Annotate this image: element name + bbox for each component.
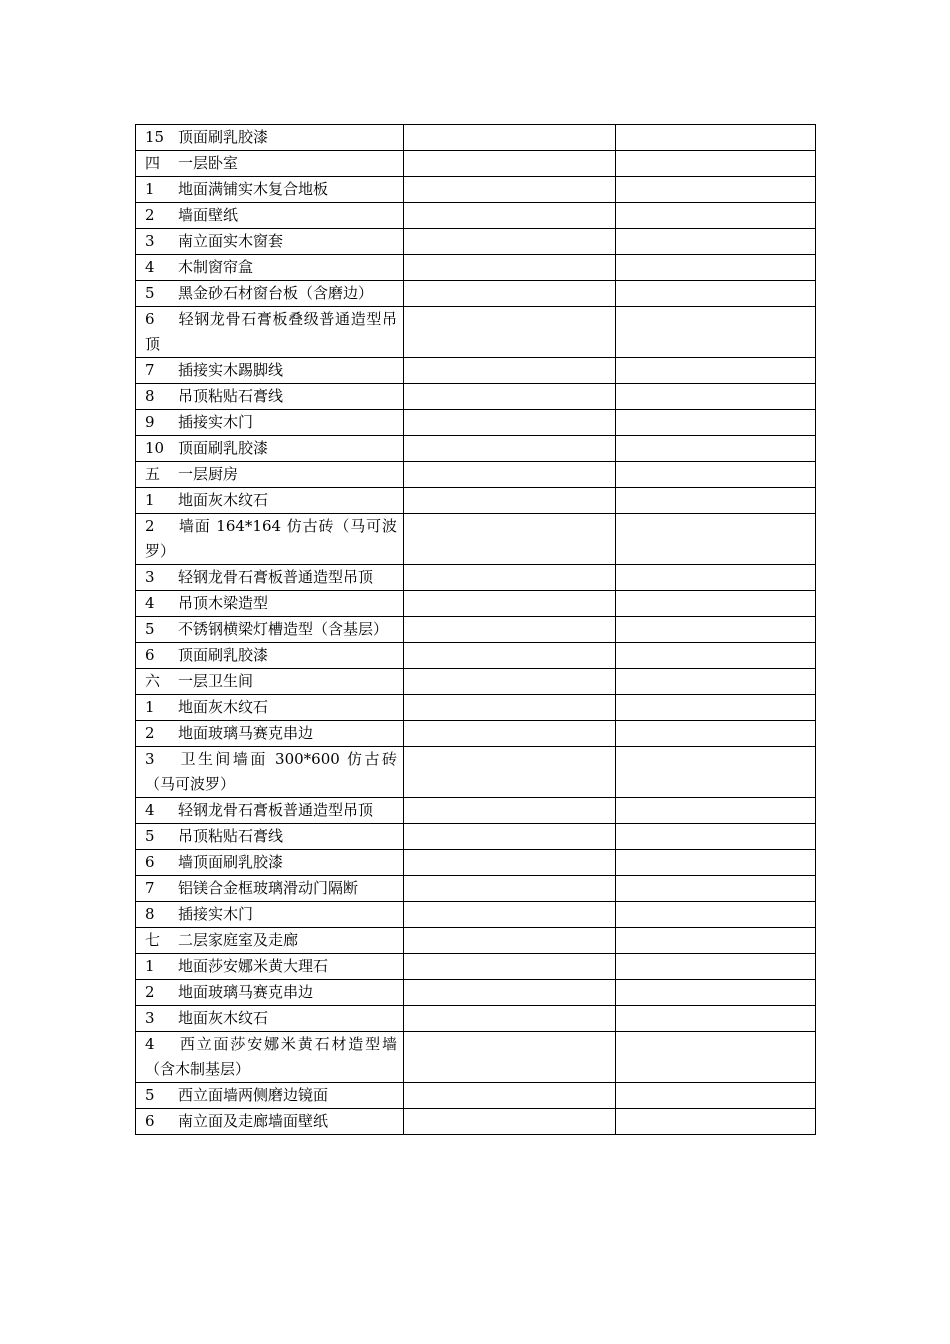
empty-cell-col3 [616, 436, 816, 462]
table-row [136, 125, 816, 151]
empty-cell-col3 [616, 125, 816, 151]
item-description: 吊顶粘贴石膏线 [178, 387, 284, 405]
table-row [136, 358, 816, 384]
item-cell [136, 617, 404, 643]
item-cell [136, 798, 404, 824]
item-description: 西立面莎安娜米黄石材造型墙（含木制基层） [145, 1035, 397, 1078]
table-row [136, 1032, 816, 1083]
item-description: 地面莎安娜米黄大理石 [178, 957, 329, 975]
empty-cell-col3 [616, 643, 816, 669]
item-number: 4 [145, 258, 155, 276]
empty-cell-col3 [616, 617, 816, 643]
item-description: 木制窗帘盒 [178, 258, 254, 276]
item-description: 不锈钢横梁灯槽造型（含基层） [178, 620, 389, 638]
empty-cell-col2 [404, 410, 616, 436]
empty-cell-col2 [404, 591, 616, 617]
item-description: 一层卫生间 [178, 672, 254, 690]
empty-cell-col2 [404, 203, 616, 229]
table-row [136, 410, 816, 436]
item-description: 地面玻璃马赛克串边 [178, 724, 314, 742]
empty-cell-col3 [616, 410, 816, 436]
item-number: 2 [145, 517, 155, 535]
item-description: 黑金砂石材窗台板（含磨边） [178, 284, 374, 302]
item-description: 二层家庭室及走廊 [178, 931, 299, 949]
item-cell [136, 980, 404, 1006]
empty-cell-col2 [404, 358, 616, 384]
empty-cell-col3 [616, 954, 816, 980]
empty-cell-col3 [616, 1006, 816, 1032]
item-number: 3 [145, 1009, 155, 1027]
empty-cell-col2 [404, 954, 616, 980]
empty-cell-col3 [616, 591, 816, 617]
item-number: 15 [145, 128, 165, 146]
item-description: 铝镁合金框玻璃滑动门隔断 [178, 879, 359, 897]
item-number: 五 [145, 465, 161, 483]
empty-cell-col2 [404, 798, 616, 824]
table-row [136, 824, 816, 850]
empty-cell-col3 [616, 514, 816, 565]
item-number: 7 [145, 879, 155, 897]
item-description: 顶面刷乳胶漆 [178, 646, 269, 664]
item-number: 9 [145, 413, 155, 431]
empty-cell-col2 [404, 669, 616, 695]
item-number: 四 [145, 154, 161, 172]
item-number: 4 [145, 801, 155, 819]
empty-cell-col3 [616, 798, 816, 824]
table-row [136, 1006, 816, 1032]
empty-cell-col3 [616, 307, 816, 358]
table-row [136, 229, 816, 255]
empty-cell-col2 [404, 255, 616, 281]
empty-cell-col2 [404, 1083, 616, 1109]
empty-cell-col3 [616, 850, 816, 876]
item-number: 六 [145, 672, 161, 690]
empty-cell-col2 [404, 307, 616, 358]
empty-cell-col2 [404, 488, 616, 514]
empty-cell-col2 [404, 747, 616, 798]
empty-cell-col2 [404, 125, 616, 151]
item-number: 4 [145, 1035, 155, 1053]
table-row [136, 203, 816, 229]
empty-cell-col2 [404, 281, 616, 307]
item-cell [136, 591, 404, 617]
table-row [136, 514, 816, 565]
table-row [136, 695, 816, 721]
quantity-table [135, 124, 816, 1135]
item-description: 一层厨房 [178, 465, 239, 483]
empty-cell-col3 [616, 177, 816, 203]
item-number: 5 [145, 284, 155, 302]
item-number: 5 [145, 620, 155, 638]
empty-cell-col3 [616, 462, 816, 488]
item-description: 轻钢龙骨石膏板普通造型吊顶 [178, 568, 374, 586]
empty-cell-col2 [404, 643, 616, 669]
item-cell [136, 928, 404, 954]
item-cell [136, 824, 404, 850]
item-number: 1 [145, 698, 155, 716]
item-description: 插接实木踢脚线 [178, 361, 284, 379]
item-cell [136, 436, 404, 462]
item-cell [136, 1006, 404, 1032]
empty-cell-col3 [616, 824, 816, 850]
table-row [136, 436, 816, 462]
item-number: 8 [145, 905, 155, 923]
table-row [136, 747, 816, 798]
item-cell [136, 643, 404, 669]
item-description: 墙顶面刷乳胶漆 [178, 853, 284, 871]
item-description: 南立面及走廊墙面壁纸 [178, 1112, 329, 1130]
empty-cell-col3 [616, 980, 816, 1006]
empty-cell-col2 [404, 902, 616, 928]
empty-cell-col3 [616, 358, 816, 384]
item-description: 吊顶木梁造型 [178, 594, 269, 612]
empty-cell-col3 [616, 229, 816, 255]
item-cell [136, 669, 404, 695]
item-cell [136, 1109, 404, 1135]
item-number: 七 [145, 931, 161, 949]
table-body [136, 125, 816, 1135]
empty-cell-col2 [404, 617, 616, 643]
item-description: 西立面墙两侧磨边镜面 [178, 1086, 329, 1104]
item-number: 6 [145, 853, 155, 871]
item-cell [136, 307, 404, 358]
item-number: 6 [145, 1112, 155, 1130]
item-description: 顶面刷乳胶漆 [178, 439, 269, 457]
empty-cell-col2 [404, 1109, 616, 1135]
item-number: 4 [145, 594, 155, 612]
table-row [136, 255, 816, 281]
item-cell [136, 151, 404, 177]
item-number: 2 [145, 206, 155, 224]
item-cell [136, 177, 404, 203]
empty-cell-col2 [404, 824, 616, 850]
item-cell [136, 514, 404, 565]
empty-cell-col2 [404, 565, 616, 591]
item-cell [136, 410, 404, 436]
item-description: 地面灰木纹石 [178, 491, 269, 509]
item-description: 插接实木门 [178, 413, 254, 431]
item-description: 一层卧室 [178, 154, 239, 172]
item-description: 墙面壁纸 [178, 206, 239, 224]
item-cell [136, 721, 404, 747]
item-cell [136, 954, 404, 980]
item-cell [136, 876, 404, 902]
item-number: 6 [145, 646, 155, 664]
empty-cell-col3 [616, 721, 816, 747]
table-row [136, 281, 816, 307]
table-row [136, 669, 816, 695]
item-cell [136, 695, 404, 721]
table-row [136, 307, 816, 358]
empty-cell-col3 [616, 488, 816, 514]
table-row [136, 1109, 816, 1135]
empty-cell-col2 [404, 721, 616, 747]
empty-cell-col3 [616, 1083, 816, 1109]
item-cell [136, 488, 404, 514]
empty-cell-col3 [616, 1109, 816, 1135]
item-description: 轻钢龙骨石膏板叠级普通造型吊顶 [145, 310, 397, 353]
item-number: 5 [145, 827, 155, 845]
item-description: 地面玻璃马赛克串边 [178, 983, 314, 1001]
table-row [136, 565, 816, 591]
item-number: 2 [145, 983, 155, 1001]
empty-cell-col2 [404, 695, 616, 721]
item-cell [136, 850, 404, 876]
table-row [136, 954, 816, 980]
item-cell [136, 1032, 404, 1083]
item-description: 吊顶粘贴石膏线 [178, 827, 284, 845]
item-cell [136, 203, 404, 229]
item-cell [136, 565, 404, 591]
empty-cell-col2 [404, 876, 616, 902]
item-description: 地面满铺实木复合地板 [178, 180, 329, 198]
item-cell [136, 747, 404, 798]
item-number: 8 [145, 387, 155, 405]
empty-cell-col2 [404, 928, 616, 954]
empty-cell-col2 [404, 1006, 616, 1032]
empty-cell-col3 [616, 669, 816, 695]
quantity-table-page [135, 124, 815, 1135]
table-row [136, 384, 816, 410]
table-row [136, 1083, 816, 1109]
item-cell [136, 902, 404, 928]
empty-cell-col2 [404, 850, 616, 876]
item-description: 轻钢龙骨石膏板普通造型吊顶 [178, 801, 374, 819]
empty-cell-col2 [404, 177, 616, 203]
empty-cell-col3 [616, 281, 816, 307]
item-number: 2 [145, 724, 155, 742]
empty-cell-col3 [616, 384, 816, 410]
table-row [136, 798, 816, 824]
empty-cell-col3 [616, 902, 816, 928]
item-cell [136, 229, 404, 255]
table-row [136, 151, 816, 177]
item-number: 7 [145, 361, 155, 379]
table-row [136, 721, 816, 747]
empty-cell-col2 [404, 436, 616, 462]
empty-cell-col2 [404, 384, 616, 410]
empty-cell-col3 [616, 565, 816, 591]
item-description: 顶面刷乳胶漆 [178, 128, 269, 146]
item-cell [136, 462, 404, 488]
empty-cell-col3 [616, 747, 816, 798]
table-row [136, 488, 816, 514]
item-number: 1 [145, 491, 155, 509]
item-number: 3 [145, 568, 155, 586]
empty-cell-col2 [404, 514, 616, 565]
item-cell [136, 358, 404, 384]
item-cell [136, 125, 404, 151]
empty-cell-col2 [404, 229, 616, 255]
empty-cell-col3 [616, 695, 816, 721]
table-row [136, 177, 816, 203]
empty-cell-col3 [616, 203, 816, 229]
table-row [136, 617, 816, 643]
empty-cell-col2 [404, 462, 616, 488]
table-row [136, 980, 816, 1006]
table-row [136, 591, 816, 617]
empty-cell-col3 [616, 1032, 816, 1083]
empty-cell-col2 [404, 1032, 616, 1083]
table-row [136, 850, 816, 876]
item-number: 3 [145, 232, 155, 250]
item-number: 1 [145, 957, 155, 975]
item-description: 南立面实木窗套 [178, 232, 284, 250]
item-cell [136, 384, 404, 410]
item-description: 墙面 164*164 仿古砖（马可波罗） [145, 517, 397, 560]
item-description: 插接实木门 [178, 905, 254, 923]
item-cell [136, 281, 404, 307]
item-number: 5 [145, 1086, 155, 1104]
item-description: 卫生间墙面 300*600 仿古砖（马可波罗） [145, 750, 397, 793]
empty-cell-col2 [404, 151, 616, 177]
item-description: 地面灰木纹石 [178, 698, 269, 716]
item-number: 6 [145, 310, 155, 328]
item-number: 1 [145, 180, 155, 198]
empty-cell-col3 [616, 928, 816, 954]
item-description: 地面灰木纹石 [178, 1009, 269, 1027]
empty-cell-col3 [616, 151, 816, 177]
item-number: 10 [145, 439, 165, 457]
empty-cell-col3 [616, 255, 816, 281]
empty-cell-col3 [616, 876, 816, 902]
item-cell [136, 255, 404, 281]
item-number: 3 [145, 750, 155, 768]
table-row [136, 462, 816, 488]
table-row [136, 902, 816, 928]
item-cell [136, 1083, 404, 1109]
empty-cell-col2 [404, 980, 616, 1006]
table-row [136, 928, 816, 954]
table-row [136, 876, 816, 902]
table-row [136, 643, 816, 669]
